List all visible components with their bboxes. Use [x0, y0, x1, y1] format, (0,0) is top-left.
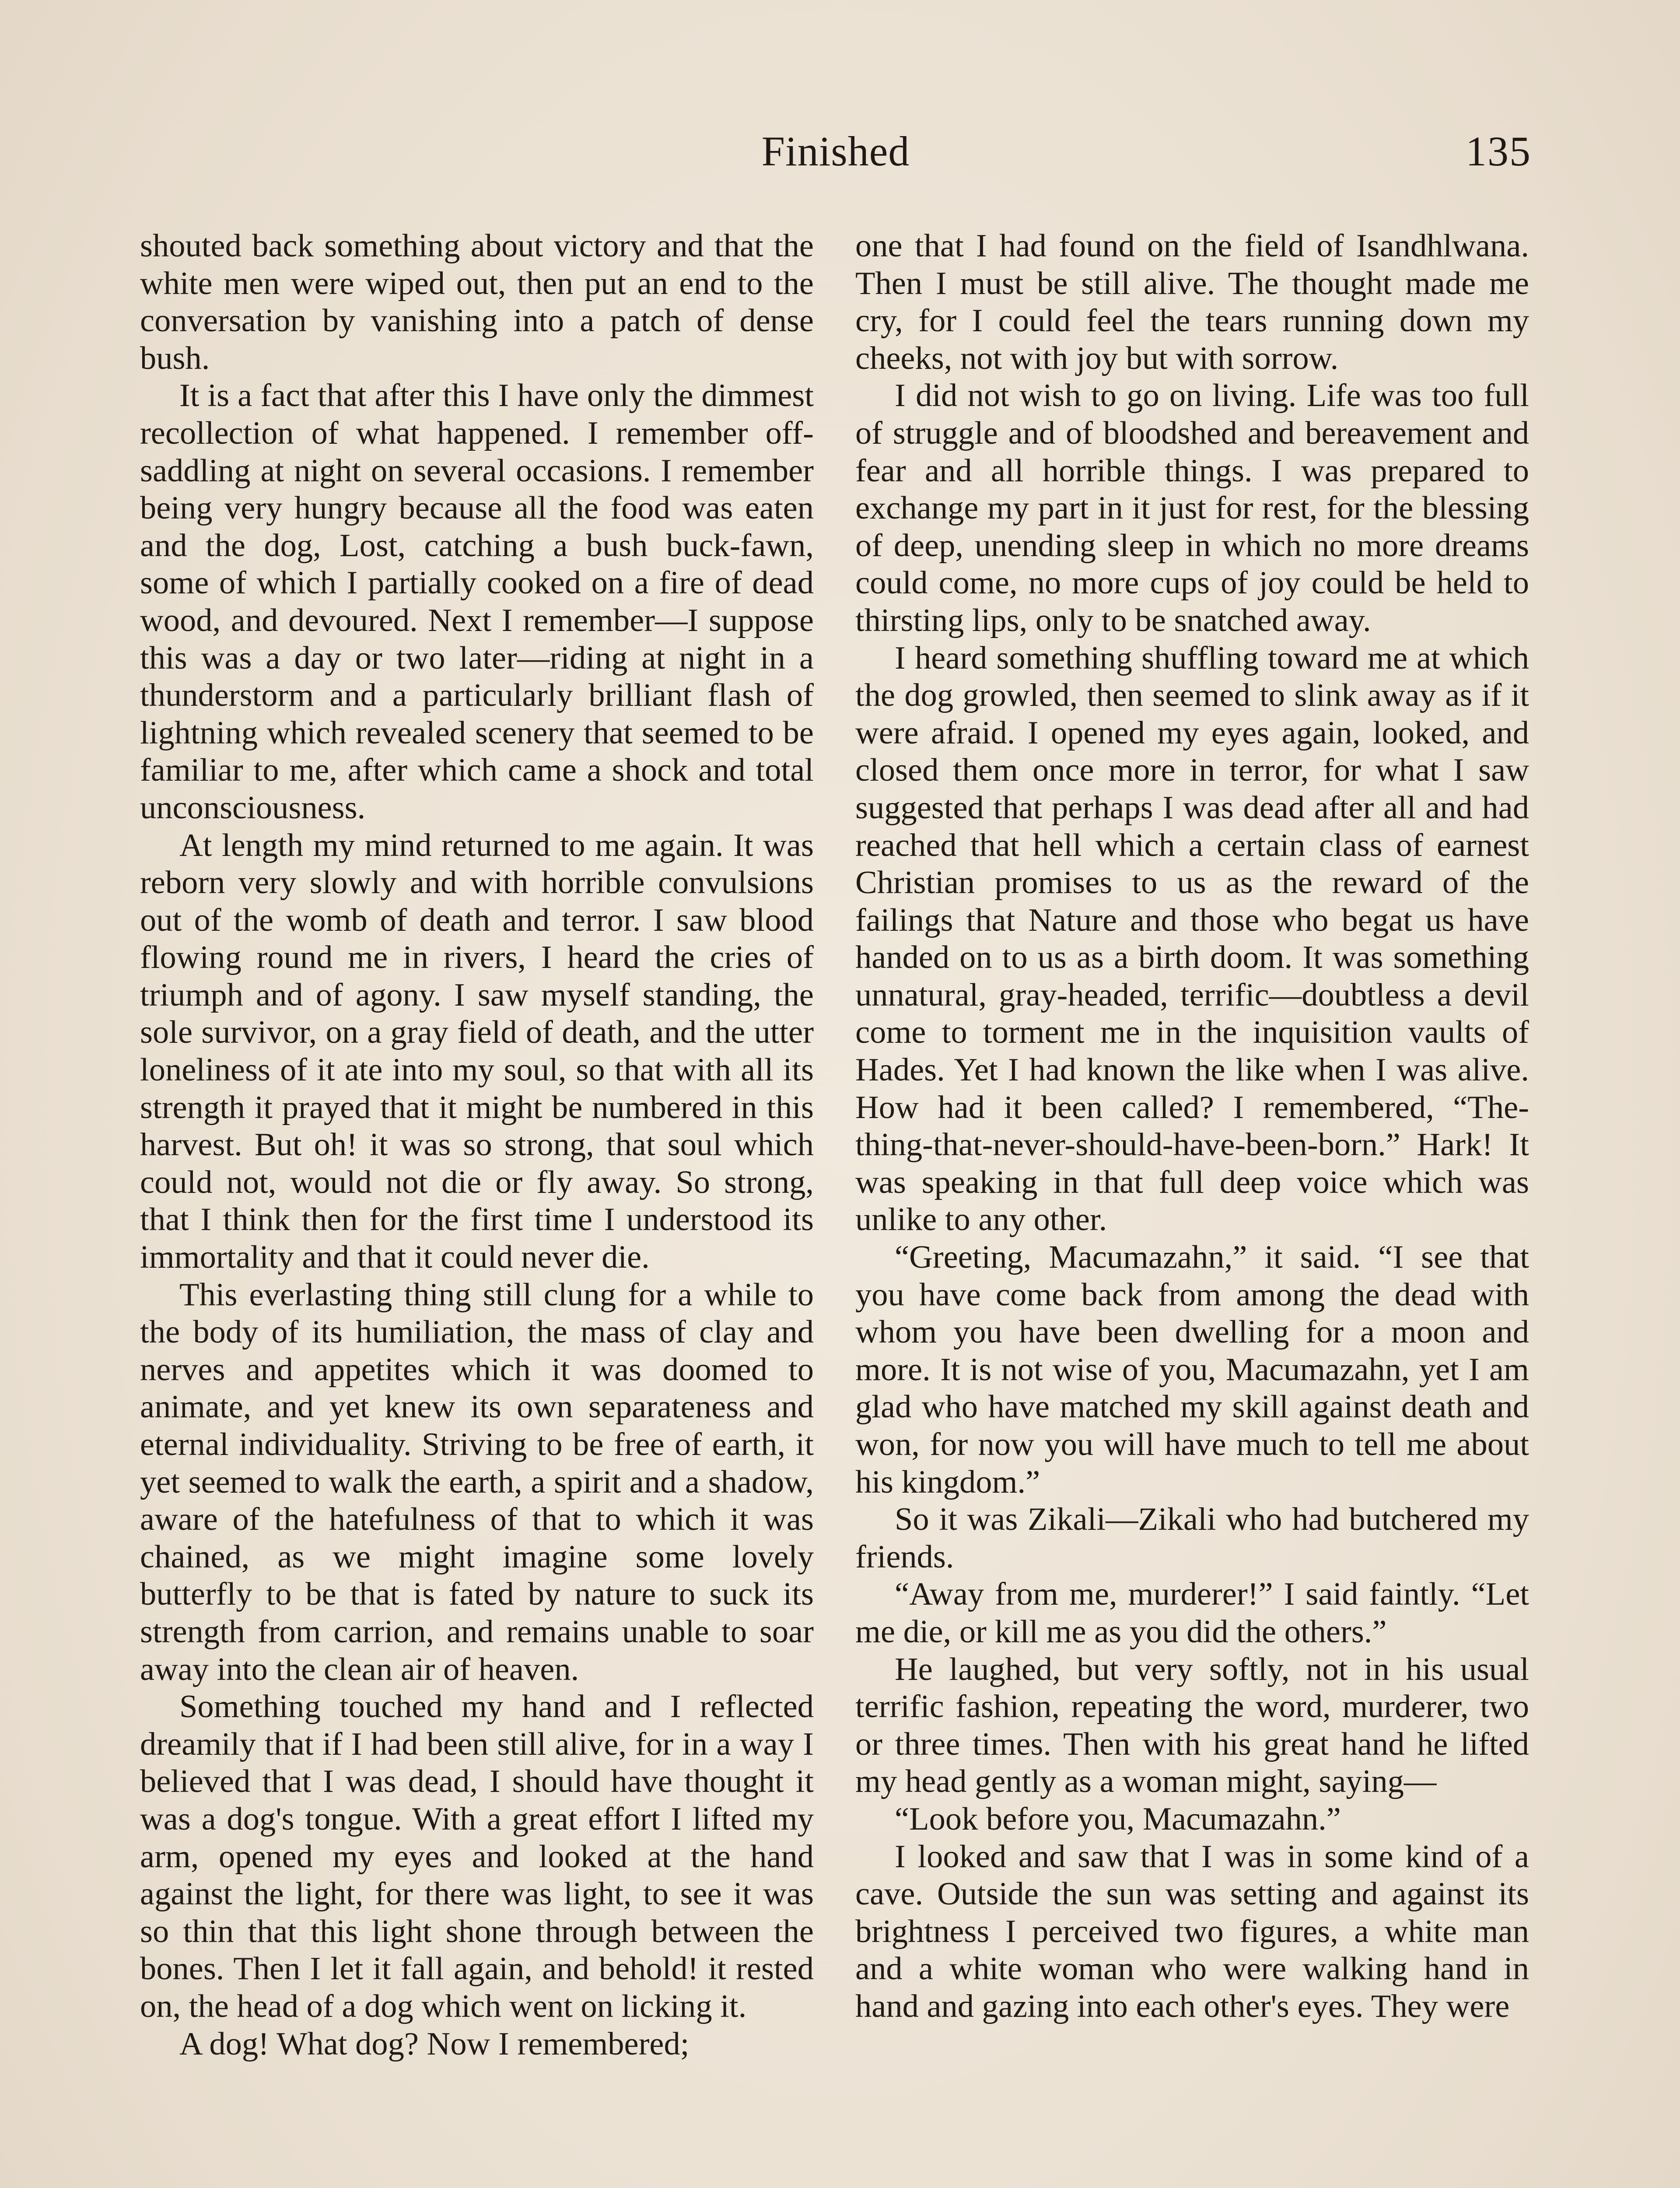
page-header: [140, 127, 1531, 188]
paragraph: A dog! What dog? Now I remembered;: [179, 2026, 690, 2062]
paragraph: So it was Zikali—Zikali who had butchered my friends.: [855, 1501, 1529, 1575]
paragraph: Something touched my hand and I reflected dreamily that if I had been still alive, for in a way I believed that I was dead, I should have thought it was a dog's tongue. With a great effort I lifted my arm, opened my eyes and looked at the hand against the light, for there was light, to see it was so thin that this light shone through between the bones. Then I let it fall again, and behold! it rested on, the head of a dog which went on licking it.: [140, 1689, 814, 2024]
paragraph: I looked and saw that I was in some kind of a cave. Outside the sun was setting and against its brightness I perceived two figures, a white man and a white woman who were walking hand in hand and gazing into each other's eyes. They were: [855, 1838, 1529, 2024]
page-number: 135: [1466, 128, 1531, 175]
paragraph: shouted back something about victory and that the white men were wiped out, then put an end to the conversation by vanishing into a patch of dense bush.: [140, 228, 814, 376]
paragraph: It is a fact that after this I have only the dimmest recollection of what happened. I remember off-saddling at night on several occasions. I remember being very hungry because all the food was eaten and the dog, Lost, catching a bush buck-fawn, some of which I partially cooked on a fire of dead wood, and devoured. Next I remember—I suppose this was a day or two later—riding at night in a thunderstorm and a particularly brilliant flash of lightning which revealed scenery that seemed to be familiar to me, after which came a shock and total unconsciousness.: [140, 378, 814, 826]
paragraph: I did not wish to go on living. Life was too full of struggle and of bloodshed and bereavement and fear and all horrible things. I was prepared to exchange my part in it just for rest, for the blessing of deep, unending sleep in which no more dreams could come, no more cups of joy could be held to thirsting lips, only to be snatched away.: [855, 378, 1529, 638]
right-column: [855, 228, 1529, 2026]
paragraph: At length my mind returned to me again. It was reborn very slowly and with horrible convulsions out of the womb of death and terror. I saw blood flowing round me in rivers, I heard the cries of triumph and of agony. I saw myself standing, the sole survivor, on a gray field of death, and the utter loneliness of it ate into my soul, so that with all its strength it prayed that it might be numbered in this harvest. But oh! it was so strong, that soul which could not, would not die or fly away. So strong, that I think then for the first time I understood its immortality and that it could never die.: [140, 827, 814, 1276]
paragraph: “Greeting, Macumazahn,” it said. “I see that you have come back from among the dead with whom you have been dwelling for a moon and more. It is not wise of you, Macumazahn, yet I am glad who have matched my skill against death and won, for now you will have much to tell me about his kingdom.”: [855, 1239, 1529, 1500]
running-title: Finished: [761, 128, 910, 175]
paragraph: I heard something shuffling toward me at which the dog growled, then seemed to slink away as if it were afraid. I opened my eyes again, looked, and closed them once more in terror, for what I saw suggested that perhaps I was dead after all and had reached that hell which a certain class of earnest Christian promises to us as the reward of the failings that Nature and those who begat us have handed on to us as a birth doom. It was something unnatural, gray-headed, terrific—doubtless a devil come to torment me in the inquisition vaults of Hades. Yet I had known the like when I was alive. How had it been called? I remembered, “The-thing-that-never-should-have-been-born.” Hark! It was speaking in that full deep voice which was unlike to any other.: [855, 640, 1529, 1238]
paragraph: He laughed, but very softly, not in his usual terrific fashion, repeating the word, murderer, two or three times. Then with his great hand he lifted my head gently as a woman might, saying—: [855, 1651, 1529, 1800]
paragraph: “Look before you, Macumazahn.”: [895, 1801, 1341, 1837]
paragraph: This everlasting thing still clung for a while to the body of its humiliation, the mass of clay and nerves and appetites which it was doomed to animate, and yet knew its own separateness and eternal individuality. Striving to be free of earth, it yet seemed to walk the earth, a spirit and a shadow, aware of the hatefulness of that to which it was chained, as we might imagine some lovely butterfly to be that is fated by nature to suck its strength from carrion, and remains unable to soar away into the clean air of heaven.: [140, 1276, 814, 1687]
paragraph: “Away from me, murderer!” I said faintly. “Let me die, or kill me as you did the others.”: [855, 1576, 1529, 1650]
paragraph: one that I had found on the field of Isandhlwana. Then I must be still alive. The thought made me cry, for I could feel the tears running down my cheeks, not with joy but with sorrow.: [855, 228, 1529, 376]
left-column: [140, 228, 814, 2063]
